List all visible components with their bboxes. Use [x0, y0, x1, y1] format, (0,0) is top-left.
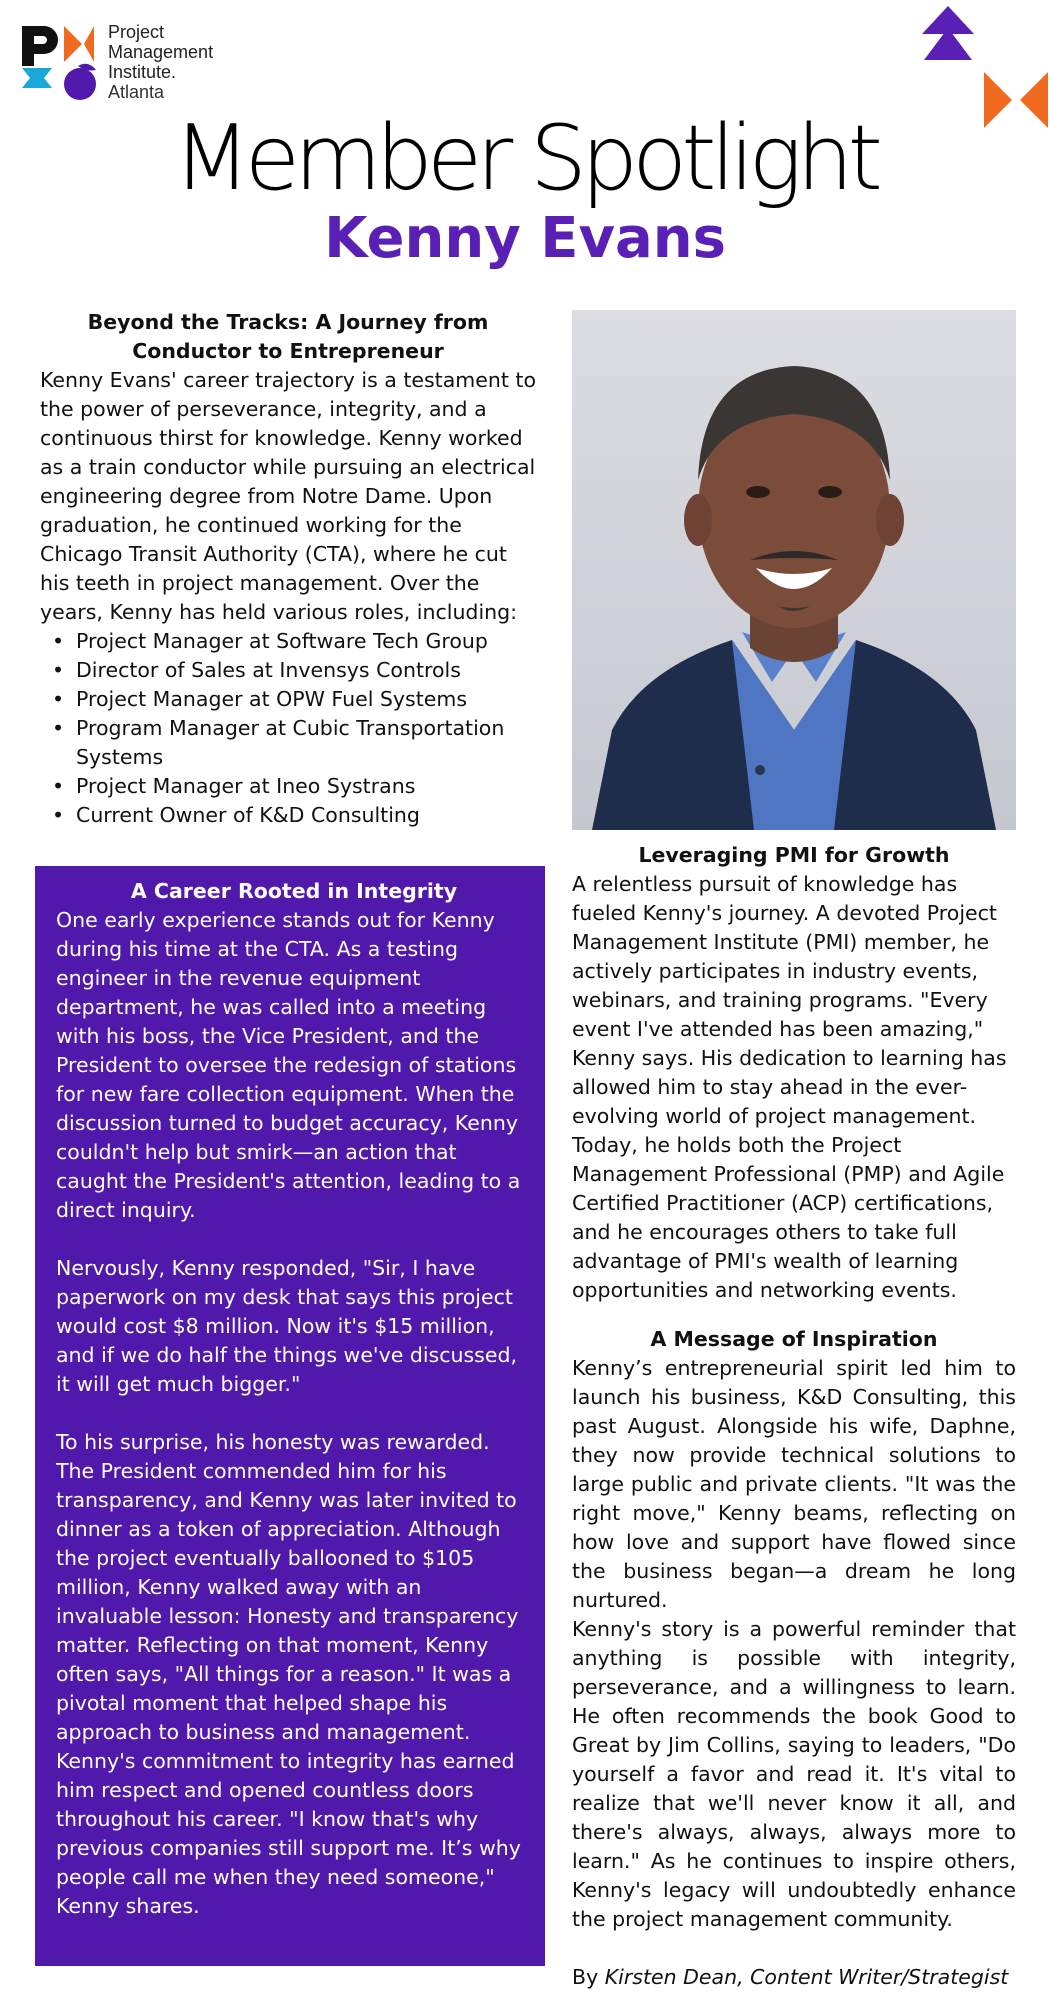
- list-item: • Project Manager at Ineo Systrans: [40, 772, 536, 801]
- list-item: • Director of Sales at Invensys Controls: [40, 656, 536, 685]
- logo-line: Institute.: [108, 62, 177, 82]
- section-career-journey: [40, 308, 536, 830]
- paragraph: Nervously, Kenny responded, "Sir, I have paperwork on my desk that says this project would cost $8 million. Now it's $15 million, and if we do half the things we've discussed, it will get much bigger.": [56, 1256, 517, 1396]
- logo-line: Project: [108, 22, 165, 42]
- paragraph: One early experience stands out for Kenny during his time at the CTA. As a testing engineer in the revenue equipment department, he was called into a meeting with his boss, the Vice President, and the President to oversee the redesign of stations for new fare collection equipment. When the discussion turned to budget accuracy, Kenny couldn't help but smirk—an action that caught the President's attention, leading to a direct inquiry.: [56, 908, 521, 1222]
- section-inspiration: [572, 1325, 1016, 1992]
- pmi-logo-text: [108, 22, 213, 102]
- logo-line: Management: [108, 42, 214, 62]
- byline-prefix: By: [572, 1965, 605, 1989]
- list-item: • Project Manager at Software Tech Group: [40, 627, 536, 656]
- logo-chapter: Atlanta: [108, 82, 165, 102]
- byline-author: Kirsten Dean, Content Writer/Strategist: [604, 1965, 1009, 1989]
- portrait-illustration: [572, 310, 1016, 830]
- section-pmi-growth: [572, 841, 1016, 1305]
- paragraph: Kenny's commitment to integrity has earned him respect and opened countless doors throughout his career. "I know that's why previous companies still support me. It’s why people call me when they need someone," Kenny shares.: [56, 1749, 521, 1918]
- byline: [572, 1963, 1016, 1992]
- portrait-photo: [572, 310, 1016, 830]
- paragraph: A relentless pursuit of knowledge has fueled Kenny's journey. A devoted Project Management Institute (PMI) member, he actively participates in industry events, webinars, and training programs. "Every event I've attended has been amazing," Kenny says. His dedication to learning has allowed him to stay ahead in the ever-evolving world of project management. Today, he holds both the Project Management Professional (PMP) and Agile Certified Practitioner (ACP) certifications, and he encourages others to take full advantage of PMI's wealth of learning opportunities and networking events.: [572, 872, 1007, 1302]
- member-name: Kenny Evans: [324, 206, 726, 271]
- section-body: Kenny Evans' career trajectory is a testament to the power of perseverance, integrity, and a continuous thirst for knowledge. Kenny worked as a train conductor while pursuing an electrical engineering degree from Notre Dame. Upon graduation, he continued working for the Chicago Transit Authority (CTA), where he cut his teeth in project management. Over the years, Kenny has held various roles, including:: [40, 368, 536, 624]
- list-item: • Program Manager at Cubic Transportation Systems: [40, 714, 536, 772]
- section-heading: Leveraging PMI for Growth: [638, 843, 950, 867]
- page-title: Member Spotlight: [173, 106, 877, 211]
- section-heading: Beyond the Tracks: A Journey from Conductor to Entrepreneur: [87, 310, 489, 363]
- paragraph: To his surprise, his honesty was rewarded. The President commended him for his transparency, and Kenny was later invited to dinner as a token of appreciation. Although the project eventually ballooned to $105 million, Kenny walked away with an invaluable lesson: Honesty and transparency matter. Reflecting on that moment, Kenny often says, "All things for a reason." It was a pivotal moment that helped shape his approach to business and management.: [56, 1430, 519, 1744]
- paragraph: Kenny's story is a powerful reminder that anything is possible with integrity, perseverance, and a willingness to learn. He often recommends the book Good to Great by Jim Collins, saying to leaders, "Do yourself a favor and read it. It's vital to realize that we'll never know it all, and there's always, always, always more to learn." As he continues to inspire others, Kenny's legacy will undoubtedly enhance the project management community.: [572, 1617, 1016, 1931]
- list-item: • Current Owner of K&D Consulting: [40, 801, 536, 830]
- section-heading: A Message of Inspiration: [650, 1327, 938, 1351]
- roles-list: [40, 627, 536, 830]
- section-integrity: [56, 877, 532, 1921]
- paragraph: Kenny’s entrepreneurial spirit led him to launch his business, K&D Consulting, this past August. Alongside his wife, Daphne, they now provide technical solutions to large public and private clients. "It was the right move," Kenny beams, reflecting on how love and support have flowed since the business began—a dream he long nurtured.: [572, 1356, 1016, 1612]
- purple-chevrons-icon: [918, 4, 978, 64]
- list-item: • Project Manager at OPW Fuel Systems: [40, 685, 536, 714]
- section-heading: A Career Rooted in Integrity: [130, 879, 458, 903]
